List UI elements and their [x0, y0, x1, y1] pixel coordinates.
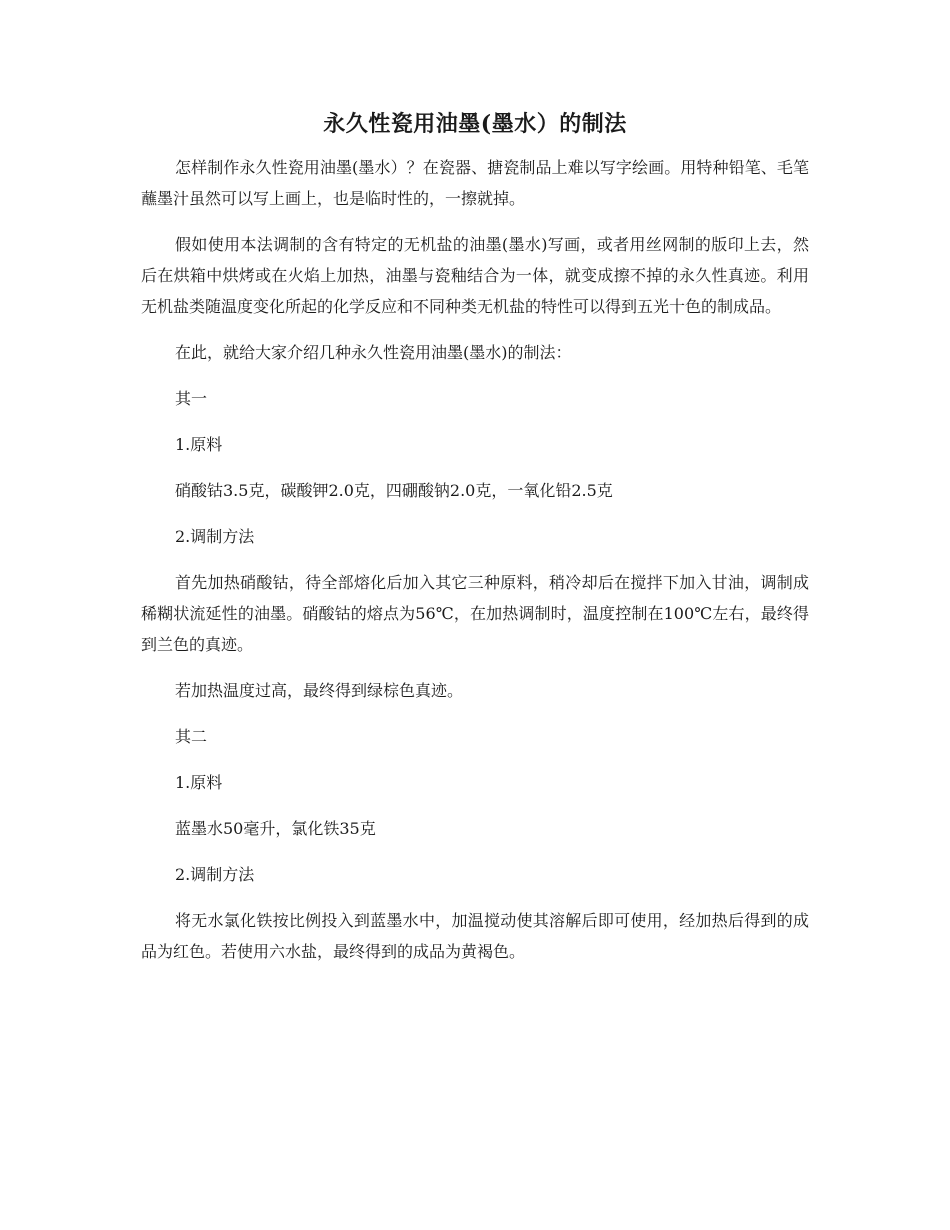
method-2-method-heading: 2.调制方法: [175, 865, 255, 884]
method-2-heading: 其二: [175, 727, 208, 746]
intro-paragraph-3: 在此，就给大家介绍几种永久性瓷用油墨(墨水)的制法：: [175, 343, 572, 362]
method-2-materials-heading: 1.原料: [175, 773, 223, 792]
method-2-section: [141, 721, 809, 967]
method-1-materials-heading: 1.原料: [175, 435, 223, 454]
intro-paragraph-1: 怎样制作永久性瓷用油墨(墨水）？在瓷器、搪瓷制品上难以写字绘画。用特种铅笔、毛笔蘸墨汁虽然可以写上画上，也是临时性的，一擦就掉。: [141, 158, 809, 208]
method-2-method-text: 将无水氯化铁按比例投入到蓝墨水中，加温搅动使其溶解后即可使用，经加热后得到的成品为红色。若使用六水盐，最终得到的成品为黄褐色。: [141, 911, 809, 961]
method-1-materials: 硝酸钴3.5克，碳酸钾2.0克，四硼酸钠2.0克，一氧化铅2.5克: [175, 481, 613, 500]
method-1-section: [141, 383, 809, 706]
method-1-method-text: 首先加热硝酸钴，待全部熔化后加入其它三种原料，稍冷却后在搅拌下加入甘油，调制成稀糊状流延性的油墨。硝酸钴的熔点为56℃，在加热调制时，温度控制在100℃左右，最终得到兰色的真迹。: [141, 573, 809, 654]
document-page: [141, 108, 809, 982]
method-1-note: 若加热温度过高，最终得到绿棕色真迹。: [175, 681, 464, 700]
intro-paragraph-2: 假如使用本法调制的含有特定的无机盐的油墨(墨水)写画，或者用丝网制的版印上去，然后在烘箱中烘烤或在火焰上加热，油墨与瓷釉结合为一体，就变成擦不掉的永久性真迹。利用无机盐类随温度变化所起的化学反应和不同种类无机盐的特性可以得到五光十色的制成品。: [141, 235, 809, 316]
method-1-method-heading: 2.调制方法: [175, 527, 255, 546]
method-2-materials: 蓝墨水50毫升，氯化铁35克: [175, 819, 376, 838]
method-1-heading: 其一: [175, 389, 208, 408]
document-title: 永久性瓷用油墨(墨水）的制法: [323, 111, 627, 137]
